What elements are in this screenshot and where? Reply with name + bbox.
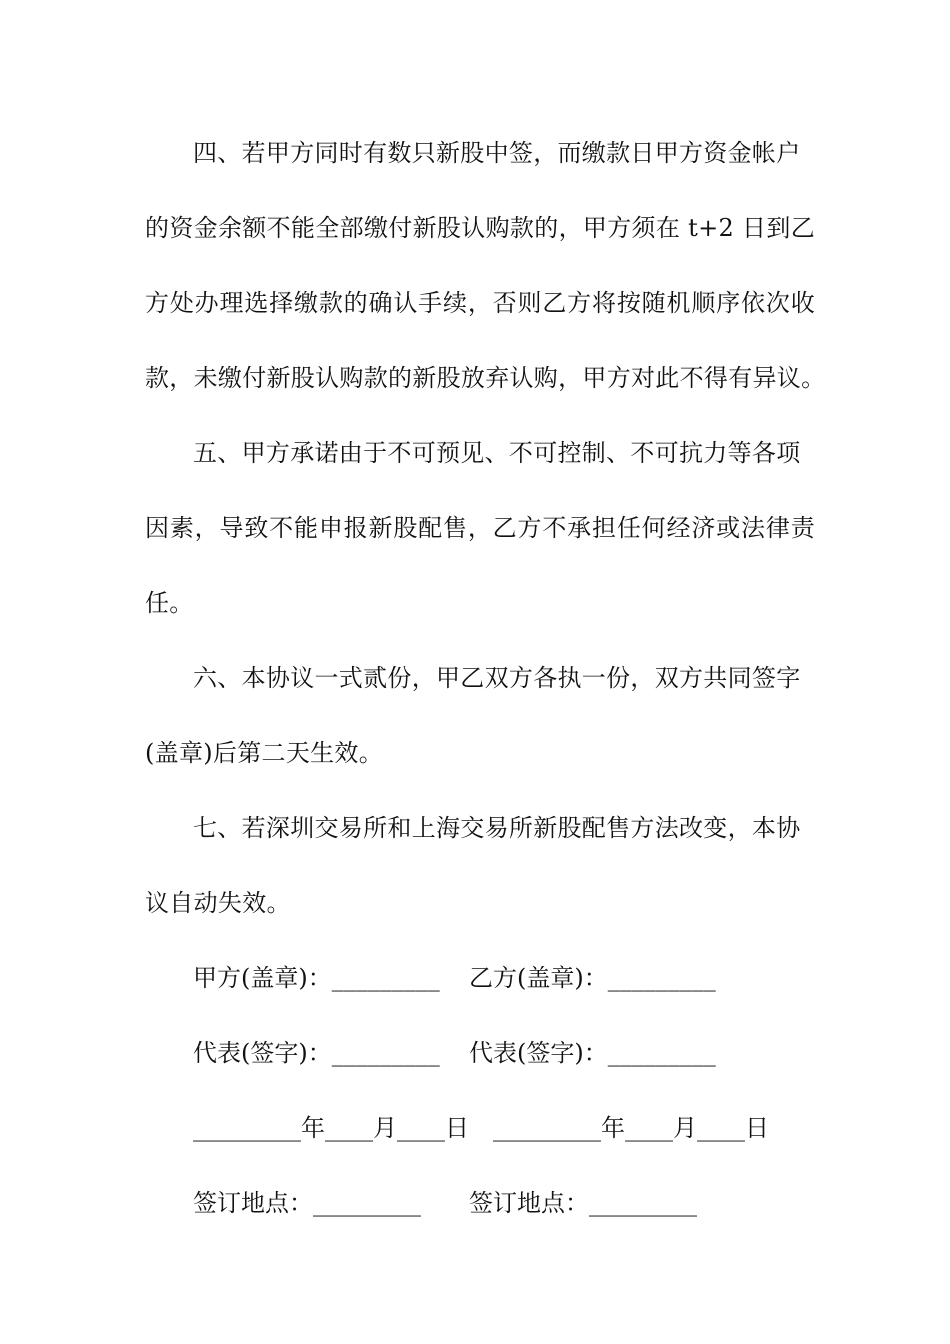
party-a-seal-field: 甲方(盖章)：_________	[193, 964, 440, 992]
party-a-representative-field: 代表(签字)：_________	[193, 1039, 440, 1067]
clause-four-line-4: 款，未缴付新股认购款的新股放弃认购，甲方对此不得有异议。	[145, 364, 826, 392]
party-b-seal-field: 乙方(盖章)：_________	[469, 964, 716, 992]
clause-four-line-2: 的资金余额不能全部缴付新股认购款的，甲方须在 t+2 日到乙	[145, 214, 815, 242]
clause-six-line-2: (盖章)后第二天生效。	[145, 739, 384, 767]
clause-five-line-3: 任。	[145, 589, 194, 617]
clause-five-line-2: 因素，导致不能申报新股配售，乙方不承担任何经济或法律责	[145, 514, 815, 542]
party-b-date-field: _________年____月____日	[493, 1114, 769, 1142]
party-b-place-field: 签订地点：_________	[469, 1189, 697, 1217]
clause-five-line-1: 五、甲方承诺由于不可预见、不可控制、不可抗力等各项	[193, 439, 801, 467]
clause-seven-line-2: 议自动失效。	[145, 889, 291, 917]
clause-four-line-1: 四、若甲方同时有数只新股中签，而缴款日甲方资金帐户	[193, 139, 801, 167]
party-a-date-field: _________年____月____日	[193, 1114, 469, 1142]
clause-seven-line-1: 七、若深圳交易所和上海交易所新股配售方法改变，本协	[193, 814, 801, 842]
party-b-representative-field: 代表(签字)：_________	[469, 1039, 716, 1067]
clause-four-line-3: 方处办理选择缴款的确认手续，否则乙方将按随机顺序依次收	[145, 289, 815, 317]
party-a-place-field: 签订地点：_________	[193, 1189, 421, 1217]
clause-six-line-1: 六、本协议一式贰份，甲乙双方各执一份，双方共同签字	[193, 664, 801, 692]
